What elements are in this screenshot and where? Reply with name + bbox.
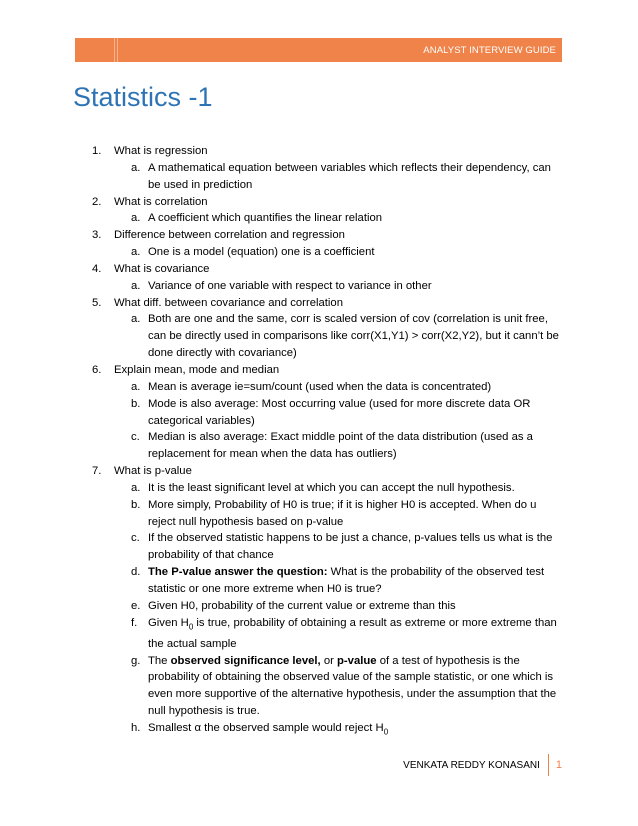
answer-text: Median is also average: Exact middle point of the data distribution (used as a replacement for mean when the data has outliers) (148, 431, 533, 461)
answer-bold-text: observed significance level, (170, 654, 321, 667)
answer-text: Given H0, probability of the current value or extreme than this (148, 599, 456, 612)
question-number: 1. (92, 145, 102, 157)
question-text: What is p-value (114, 465, 192, 478)
answer-text: Both are one and the same, corr is scaled version of cov (correlation is unit free, can be directly used in comparisons like corr(X1,Y1) > corr(X2,Y2), but it cann’t be done directly with covariance) (148, 313, 559, 360)
question-text: What is correlation (114, 195, 208, 208)
answer-text: If the observed statistic happens to be just a chance, p-values tells us what is the probability of that chance (148, 532, 553, 562)
header-text: ANALYST INTERVIEW GUIDE (423, 44, 556, 56)
answer-letter: a. (131, 161, 141, 174)
answer-item (92, 480, 564, 497)
question-number: 4. (92, 262, 102, 275)
page-title: Statistics -1 (73, 82, 213, 112)
header-divider (117, 38, 118, 62)
answer-text: Given H (148, 616, 189, 629)
answer-item (92, 160, 564, 194)
answer-bold-text: p-value (337, 654, 377, 667)
answer-item (92, 210, 564, 227)
question-list (92, 143, 564, 741)
answer-text: What is the probability of the observed test statistic or one more extreme when H0 is true? (148, 566, 545, 595)
question-text: Difference between correlation and regression (114, 229, 345, 242)
answer-item (92, 497, 564, 531)
answer-text: A coefficient which quantifies the linear relation (148, 212, 383, 225)
answer-text: of a test of hypothesis is the probability of obtaining the observed value of the sample statistic, or one which is even more supportive of the alternative hypothesis, under the assumption that the null hypothesis is true. (148, 654, 557, 718)
answer-letter: a. (131, 313, 141, 326)
answer-letter: h. (131, 721, 141, 734)
question-item (92, 261, 564, 278)
question-text: What is regression (114, 145, 208, 157)
answer-item (92, 720, 564, 741)
answer-text: It is the least significant level at which you can accept the null hypothesis. (148, 481, 515, 494)
answer-text: or (320, 654, 338, 667)
question-item (92, 227, 564, 244)
answer-item (92, 598, 564, 615)
answer-letter: a. (131, 279, 141, 292)
answer-text: More simply, Probability of H0 is true; if it is higher H0 is accepted. When do u reject null hypothesis based on p-value (148, 498, 537, 528)
question-item (92, 362, 564, 379)
question-number: 2. (92, 195, 102, 208)
answer-bold-text: The P-value answer the question: (148, 566, 328, 579)
question-text: What diff. between covariance and correlation (114, 296, 343, 309)
question-text: What is covariance (114, 262, 210, 275)
header-divider (114, 38, 115, 62)
answer-item (92, 530, 564, 564)
question-item (92, 295, 564, 312)
answer-item (92, 311, 564, 362)
answer-text: Mode is also average: Most occurring value (used for more discrete data OR categorical variables) (148, 397, 531, 427)
answer-text: Smallest α the observed sample would reject H (148, 721, 384, 734)
answer-item (92, 653, 564, 720)
question-number: 5. (92, 296, 102, 309)
question-number: 3. (92, 229, 102, 242)
answer-letter: g. (131, 654, 141, 667)
answer-letter: a. (131, 246, 141, 259)
question-item (92, 463, 564, 480)
question-item (92, 194, 564, 211)
question-item (92, 143, 564, 160)
question-text: Explain mean, mode and median (114, 363, 280, 376)
answer-item (92, 244, 564, 261)
answer-letter: a. (131, 380, 141, 393)
answer-text: is true, probability of obtaining a result as extreme or more extreme than the actual sample (148, 616, 557, 650)
answer-item (92, 396, 564, 430)
answer-item (92, 278, 564, 295)
answer-letter: f. (131, 616, 138, 629)
answer-letter: c. (131, 532, 140, 545)
answer-item (92, 564, 564, 598)
answer-text: One is a model (equation) one is a coefficient (148, 246, 375, 259)
answer-text: Variance of one variable with respect to variance in other (148, 279, 432, 292)
answer-text: The (148, 654, 171, 667)
question-number: 7. (92, 465, 102, 478)
footer (403, 754, 562, 776)
answer-letter: b. (131, 498, 141, 511)
answer-letter: e. (131, 599, 141, 612)
question-number: 6. (92, 363, 102, 376)
page-number: 1 (548, 754, 562, 776)
answer-letter: a. (131, 481, 141, 494)
answer-item (92, 379, 564, 396)
header-bar (75, 38, 562, 62)
subscript: 0 (383, 727, 389, 737)
answer-item (92, 615, 564, 653)
footer-author: VENKATA REDDY KONASANI (403, 759, 540, 771)
answer-text: Mean is average ie=sum/count (used when the data is concentrated) (148, 380, 492, 393)
answer-letter: b. (131, 397, 141, 410)
answer-item (92, 429, 564, 463)
answer-text: A mathematical equation between variables which reflects their dependency, can be used in prediction (148, 161, 551, 191)
subscript: 0 (188, 621, 194, 631)
answer-letter: d. (131, 566, 141, 579)
answer-letter: c. (131, 431, 140, 444)
answer-letter: a. (131, 212, 141, 225)
